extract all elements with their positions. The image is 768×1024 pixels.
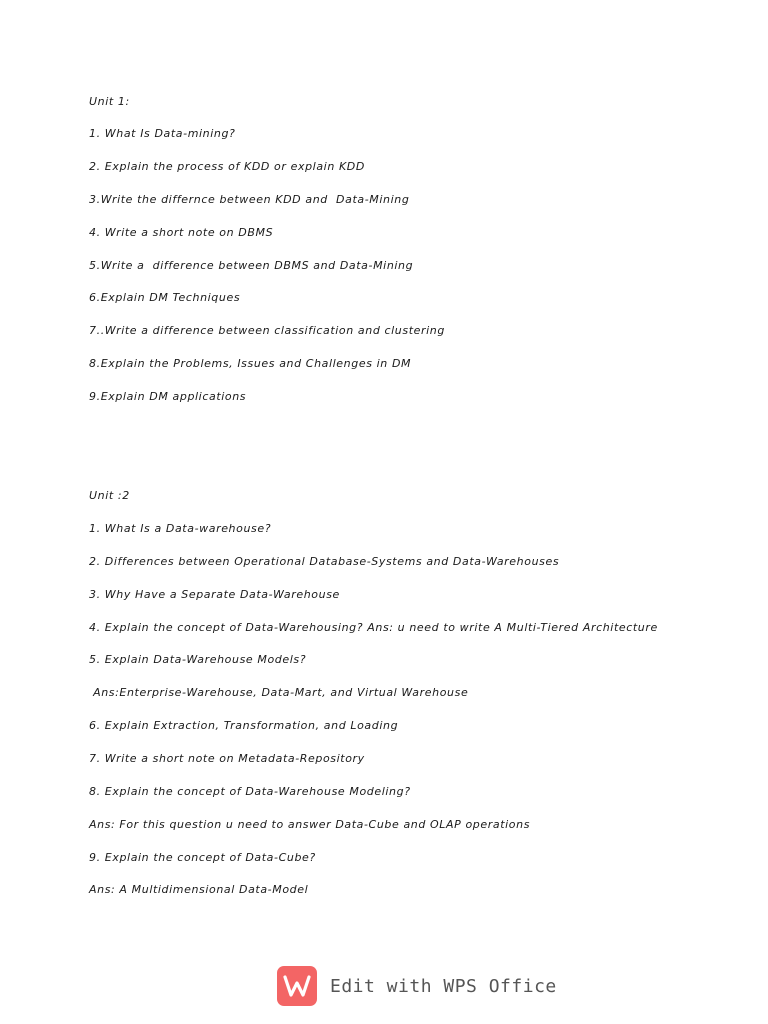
- unit-2-line: 9. Explain the concept of Data-Cube?: [89, 851, 316, 864]
- unit-2-answer: Ans: For this question u need to answer Data-Cube and OLAP operations: [89, 818, 531, 831]
- unit-2-line: 8. Explain the concept of Data-Warehouse Modeling?: [89, 785, 411, 798]
- unit-2-line: 1. What Is a Data-warehouse?: [89, 522, 272, 535]
- unit-2-line: 6. Explain Extraction, Transformation, and Loading: [89, 719, 399, 732]
- unit-1-question: 2. Explain the process of KDD or explain KDD: [89, 160, 365, 173]
- unit-2-line: 2. Differences between Operational Database-Systems and Data-Warehouses: [89, 555, 560, 568]
- unit-1-heading: Unit 1:: [89, 95, 130, 108]
- unit-1-question: 7..Write a difference between classification and clustering: [89, 324, 445, 337]
- unit-1-question: 1. What Is Data-mining?: [89, 127, 236, 140]
- unit-1-question: 9.Explain DM applications: [89, 390, 247, 403]
- unit-1-question: 8.Explain the Problems, Issues and Challenges in DM: [89, 357, 412, 370]
- unit-2-answer: Ans:Enterprise-Warehouse, Data-Mart, and Virtual Warehouse: [89, 686, 469, 699]
- unit-1-question: 6.Explain DM Techniques: [89, 291, 241, 304]
- unit-2-heading: Unit :2: [89, 489, 130, 502]
- unit-2-line: 3. Why Have a Separate Data-Warehouse: [89, 588, 340, 601]
- unit-2-line: 4. Explain the concept of Data-Warehousing? Ans: u need to write A Multi-Tiered Architecture: [89, 621, 658, 634]
- wps-footer-banner[interactable]: [277, 966, 557, 1006]
- unit-2-answer: Ans: A Multidimensional Data-Model: [89, 883, 309, 896]
- wps-edit-label: Edit with WPS Office: [330, 975, 557, 997]
- unit-1-question: 3.Write the differnce between KDD and Data-Mining: [89, 193, 410, 206]
- unit-2-line: 7. Write a short note on Metadata-Repository: [89, 752, 365, 765]
- unit-1-question: 5.Write a difference between DBMS and Data-Mining: [89, 259, 414, 272]
- unit-1-question: 4. Write a short note on DBMS: [89, 226, 274, 239]
- unit-2-line: 5. Explain Data-Warehouse Models?: [89, 653, 307, 666]
- wps-logo-icon: [277, 966, 317, 1006]
